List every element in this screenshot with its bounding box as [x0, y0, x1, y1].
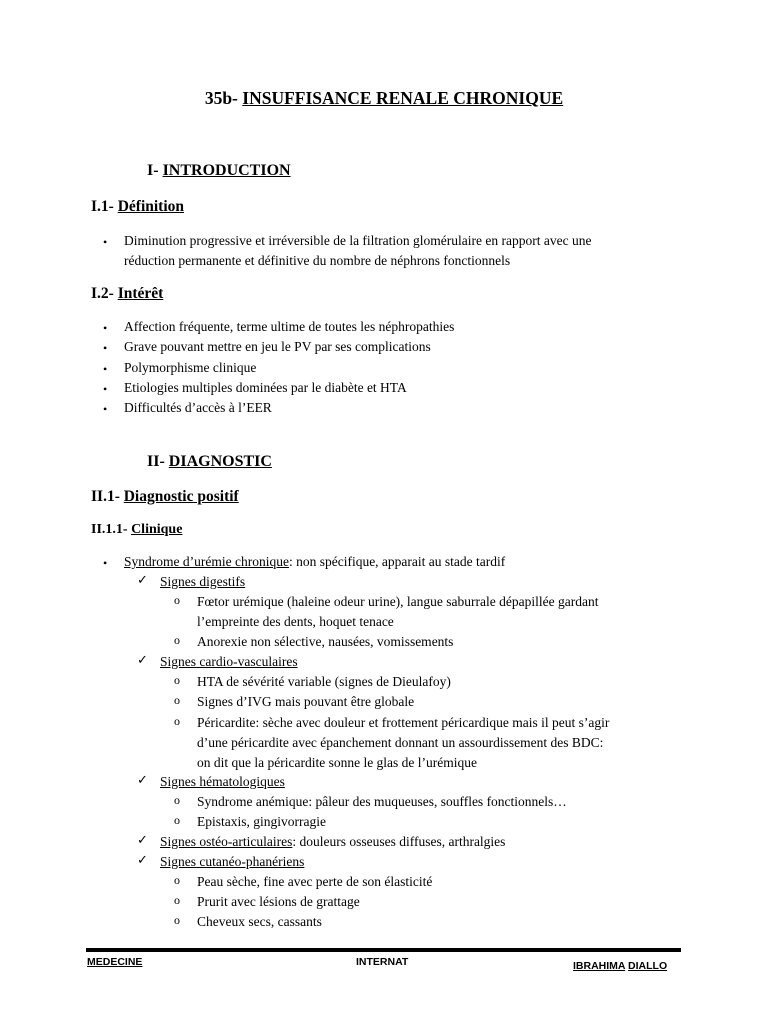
bullet-icon: •: [103, 382, 108, 396]
list-item-line: d’une péricardite avec épanchement donnant un assourdissement des BDC:: [197, 735, 604, 750]
check-icon: ✓: [137, 652, 148, 667]
subsection-heading-diagnostic-positif: [91, 488, 239, 506]
circle-bullet-icon: o: [174, 633, 180, 647]
title-text: INSUFFISANCE RENALE CHRONIQUE: [242, 88, 564, 108]
subsection-title: Définition: [117, 198, 185, 215]
footer-left: MEDECINE: [87, 956, 143, 968]
list-item: [124, 552, 505, 572]
bullet-icon: •: [103, 321, 108, 335]
subsection-title: Intérêt: [117, 285, 164, 302]
list-item: Cheveux secs, cassants: [197, 914, 322, 929]
bullet-icon: •: [103, 235, 108, 249]
group-label-hemato: Signes hématologiques: [160, 774, 285, 789]
circle-bullet-icon: o: [174, 793, 180, 807]
bullet-icon: •: [103, 556, 108, 570]
list-item: Polymorphisme clinique: [124, 360, 257, 375]
subsection-title: Diagnostic positif: [123, 488, 239, 505]
list-item: [197, 713, 609, 773]
list-item-line: Fœtor urémique (haleine odeur urine), langue saburrale dépapillée gardant: [197, 594, 599, 609]
subsection-number: II.1-: [91, 488, 120, 505]
osteo-label: Signes ostéo-articulaires: [160, 834, 293, 849]
list-item: Difficultés d’accès à l’EER: [124, 400, 272, 415]
check-icon: ✓: [137, 572, 148, 587]
check-icon: ✓: [137, 852, 148, 867]
subsubsection-title: Clinique: [131, 522, 183, 537]
list-item: Grave pouvant mettre en jeu le PV par ses complications: [124, 339, 431, 354]
list-item: Anorexie non sélective, nausées, vomissements: [197, 634, 454, 649]
list-item: Prurit avec lésions de grattage: [197, 894, 360, 909]
circle-bullet-icon: o: [174, 913, 180, 927]
list-item: HTA de sévérité variable (signes de Dieulafoy): [197, 674, 451, 689]
subsection-number: I.1-: [91, 198, 114, 215]
subsubsection-number: II.1.1-: [91, 522, 128, 537]
list-item-line: Péricardite: sèche avec douleur et frottement péricardique mais il peut s’agir: [197, 715, 610, 730]
list-item: [124, 231, 591, 271]
footer-divider: [86, 948, 681, 952]
list-item: Signes d’IVG mais pouvant être globale: [197, 694, 415, 709]
circle-bullet-icon: o: [174, 893, 180, 907]
list-item-line: Diminution progressive et irréversible de la filtration glomérulaire en rapport avec une: [124, 233, 592, 248]
section-number: II-: [147, 453, 165, 470]
list-item: Affection fréquente, terme ultime de toutes les néphropathies: [124, 319, 455, 334]
section-heading-introduction: [147, 162, 291, 180]
bullet-icon: •: [103, 341, 108, 355]
group-label-osteo: [160, 832, 505, 852]
check-icon: ✓: [137, 832, 148, 847]
circle-bullet-icon: o: [174, 673, 180, 687]
subsubsection-heading-clinique: [91, 522, 182, 538]
section-number: I-: [147, 162, 159, 179]
group-label-cutaneo: Signes cutanéo-phanériens: [160, 854, 305, 869]
subsection-heading-definition: [91, 198, 184, 216]
bullet-icon: •: [103, 362, 108, 376]
footer-right: [573, 960, 667, 972]
syndrome-label: Syndrome d’urémie chronique: [124, 554, 289, 569]
footer-center: INTERNAT: [356, 956, 409, 968]
circle-bullet-icon: o: [174, 693, 180, 707]
list-item: Peau sèche, fine avec perte de son élasticité: [197, 874, 433, 889]
title-number: 35b-: [204, 88, 238, 108]
osteo-text: : douleurs osseuses diffuses, arthralgies: [292, 834, 506, 849]
subsection-number: I.2-: [91, 285, 114, 302]
section-heading-diagnostic: [147, 453, 272, 471]
list-item-line: on dit que la péricardite sonne le glas de l’urémique: [197, 755, 478, 770]
list-item: Etiologies multiples dominées par le diabète et HTA: [124, 380, 407, 395]
group-label-cardio: Signes cardio-vasculaires: [160, 654, 298, 669]
circle-bullet-icon: o: [174, 873, 180, 887]
list-item: Syndrome anémique: pâleur des muqueuses, souffles fonctionnels…: [197, 794, 567, 809]
circle-bullet-icon: o: [174, 714, 180, 728]
document-title: [0, 88, 768, 109]
footer-author-last: DIALLO: [628, 960, 668, 972]
list-item-line: réduction permanente et définitive du nombre de néphrons fonctionnels: [124, 253, 511, 268]
subsection-heading-interet: [91, 285, 163, 303]
footer-author-first: IBRAHIMA: [573, 960, 626, 972]
list-item: [197, 592, 598, 632]
syndrome-text: : non spécifique, apparait au stade tardif: [288, 554, 506, 569]
bullet-icon: •: [103, 402, 108, 416]
circle-bullet-icon: o: [174, 593, 180, 607]
list-item: Epistaxis, gingivorragie: [197, 814, 326, 829]
check-icon: ✓: [137, 772, 148, 787]
circle-bullet-icon: o: [174, 813, 180, 827]
group-label-digestifs: Signes digestifs: [160, 574, 246, 589]
list-item-line: l’empreinte des dents, hoquet tenace: [197, 614, 394, 629]
section-title: INTRODUCTION: [162, 162, 291, 179]
section-title: DIAGNOSTIC: [168, 453, 272, 470]
